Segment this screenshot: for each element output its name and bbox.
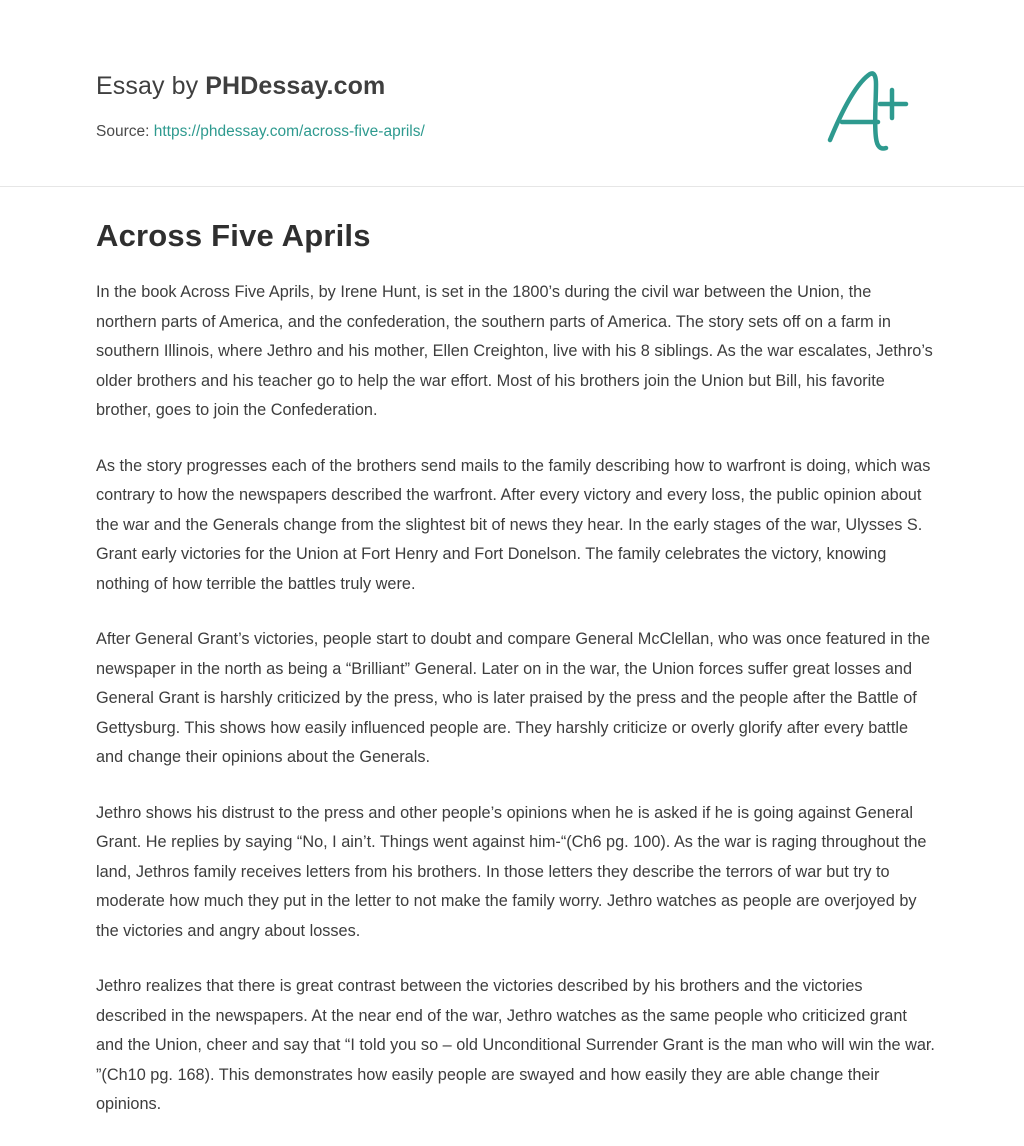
paragraph: Jethro shows his distrust to the press and other people’s opinions when he is asked if he is going against General Grant. He replies by saying “No, I ain’t. Things went against him-“(Ch6 pg. 100). As the war is raging throughout the land, Jethros family receives letters from his brothers. In those letters they describe the terrors of war but try to moderate how much they put in the letter to not make the family worry. Jethro watches as people are overjoyed by the victories and angry about losses. [96, 803, 927, 940]
a-plus-logo-icon [818, 62, 928, 162]
source-link[interactable]: https://phdessay.com/across-five-aprils/ [153, 123, 425, 140]
brand-line [96, 72, 928, 101]
paragraph: In the book Across Five Aprils, by Irene Hunt, is set in the 1800’s during the civil war between the Union, the northern parts of America, and the confederation, the southern parts of America. The story sets off on a farm in southern Illinois, where Jethro and his mother, Ellen Creighton, live with his 8 siblings. As the war escalates, Jethro’s older brothers and his teacher go to help the war effort. Most of his brothers join the Union but Bill, his favorite brother, goes to join the Confederation. [96, 283, 933, 419]
page-title: Across Five Aprils [96, 218, 371, 253]
paragraph: Jethro realizes that there is great contrast between the victories described by his brothers and the victories described in the newspapers. At the near end of the war, Jethro watches as the same people who criticized grant and the Union, cheer and say that “I told you so – old Unconditional Surrender Grant is the man who will win the war. ”(Ch10 pg. 168). This demonstrates how easily people are swayed and how easily they are able change their opinions. [96, 977, 935, 1113]
paragraph: After General Grant’s victories, people start to doubt and compare General McClellan, who was once featured in the newspaper in the north as being a “Brilliant” General. Later on in the war, the Union forces suffer great losses and General Grant is harshly criticized by the press, who is later praised by the press and the people after the Battle of Gettysburg. This shows how easily influenced people are. They harshly criticize or overly glorify after every battle and change their opinions about the Generals. [96, 630, 931, 766]
brand-name: PHDessay.com [205, 72, 386, 100]
brand-prefix: Essay by [96, 72, 206, 100]
paragraph: As the story progresses each of the brothers send mails to the family describing how to warfront is doing, which was contrary to how the newspapers described the warfront. After every victory and every loss, the public opinion about the war and the Generals change from the slightest bit of news they hear. In the early stages of the war, Ulysses S. Grant early victories for the Union at Fort Henry and Fort Donelson. The family celebrates the victory, knowing nothing of how terrible the battles truly were. [96, 456, 931, 593]
header-divider [0, 186, 1024, 187]
source-label: Source: [96, 123, 154, 140]
source-line [96, 123, 928, 141]
article-body [96, 278, 936, 1146]
